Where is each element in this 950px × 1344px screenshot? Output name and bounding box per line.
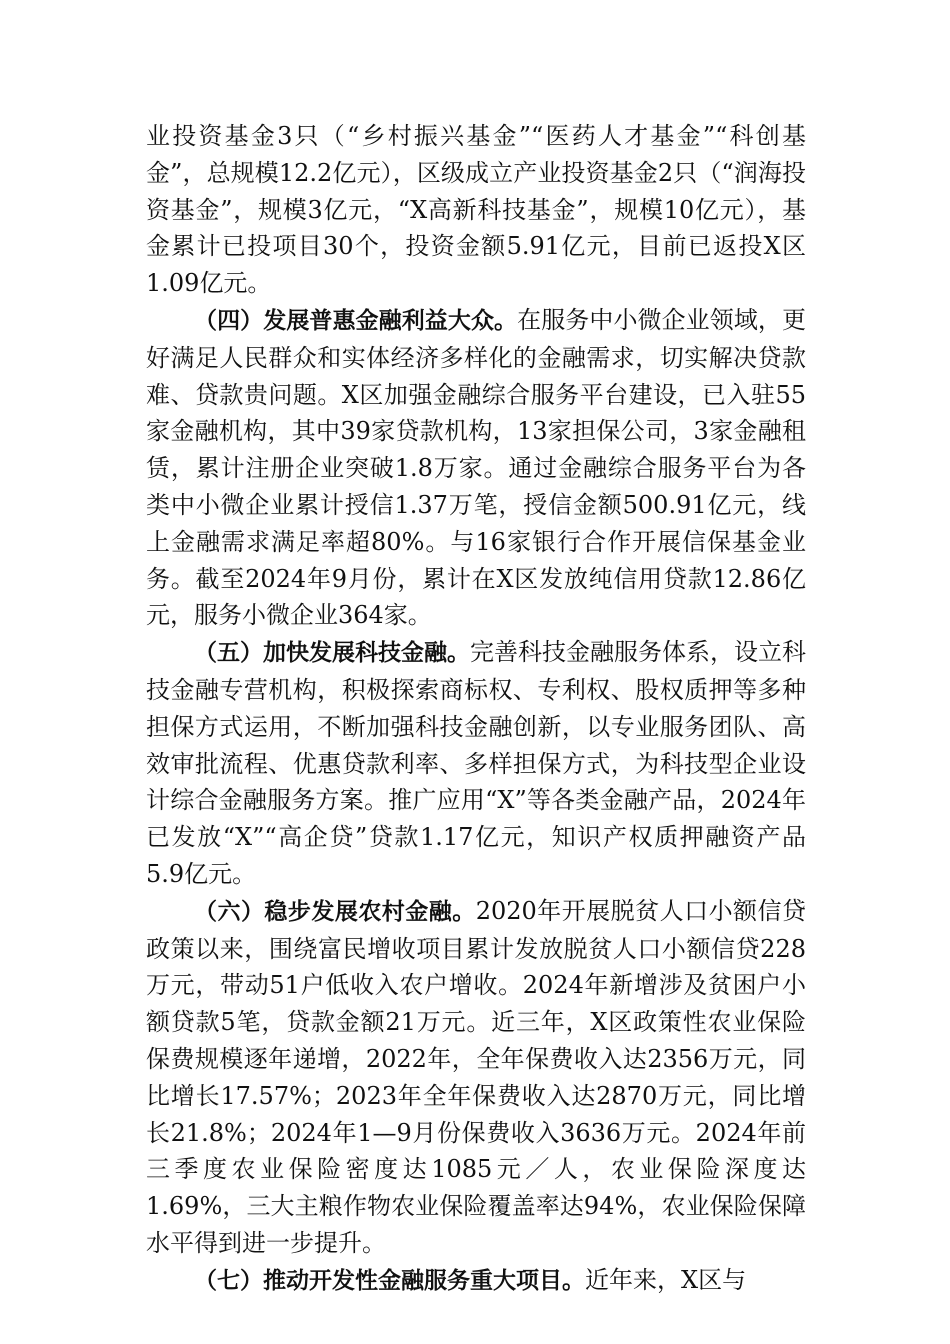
paragraph-text: 在服务中小微企业领域，更好满足人民群众和实体经济多样化的金融需求，切实解决贷款难、贷款贵问题。X区加强金融综合服务平台建设，已入驻55家金融机构，其中39家贷款机构，13家担保公司，3家金融租赁，累计注册企业突破1.8万家。通过金融综合服务平台为各类中小微企业累计授信1.37万笔，授信金额500.91亿元，线上金融需求满足率超80%。与16家银行合作开展信保基金业务。截至2024年9月份，累计在X区发放纯信用贷款12.86亿元，服务小微企业364家。 [146,305,807,630]
section-heading-6: （六）稳步发展农村金融。 [194,898,476,925]
paragraph-text: 近年来，X区与 [585,1265,747,1294]
paragraph-text: 完善科技金融服务体系，设立科技金融专营机构，积极探索商标权、专利权、股权质押等多种担保方式运用，不断加强科技金融创新，以专业服务团队、高效审批流程、优惠贷款利率、多样担保方式，为科技型企业设计综合金融服务方案。推广应用“X”等各类金融产品，2024年已发放“X”“高企贷”贷款1.17亿元，知识产权质押融资产品5.9亿元。 [146,638,806,888]
section-heading-5: （五）加快发展科技金融。 [194,640,470,667]
paragraph-rural-finance [146,893,806,1262]
document-body [146,118,806,1300]
paragraph-development-finance [146,1262,806,1300]
paragraph-fund-summary [146,118,806,302]
section-heading-4: （四）发展普惠金融利益大众。 [194,307,518,334]
paragraph-tech-finance [146,634,806,893]
paragraph-text: 2020年开展脱贫人口小额信贷政策以来，围绕富民增收项目累计发放脱贫人口小额信贷228万元，带动51户低收入农户增收。2024年新增涉及贫困户小额贷款5笔，贷款金额21万元。近三年，X区政策性农业保险保费规模逐年递增，2022年，全年保费收入达2356万元，同比增长17.57%；2023年全年保费收入达2870万元，同比增长21.8%；2024年1—9月份保费收入3636万元。2024年前三季度农业保险密度达1085元／人，农业保险深度达1.69%，三大主粮作物农业保险覆盖率达94%，农业保险保障水平得到进一步提升。 [146,896,807,1257]
section-heading-7: （七）推动开发性金融服务重大项目。 [194,1267,585,1294]
paragraph-inclusive-finance [146,302,806,634]
paragraph-text: 业投资基金3只（“乡村振兴基金”“医药人才基金”“科创基金”，总规模12.2亿元），区级成立产业投资基金2只（“润海投资基金”，规模3亿元，“X高新科技基金”，规模10亿元），基金累计已投项目30个，投资金额5.91亿元，目前已返投X区1.09亿元。 [146,122,806,298]
